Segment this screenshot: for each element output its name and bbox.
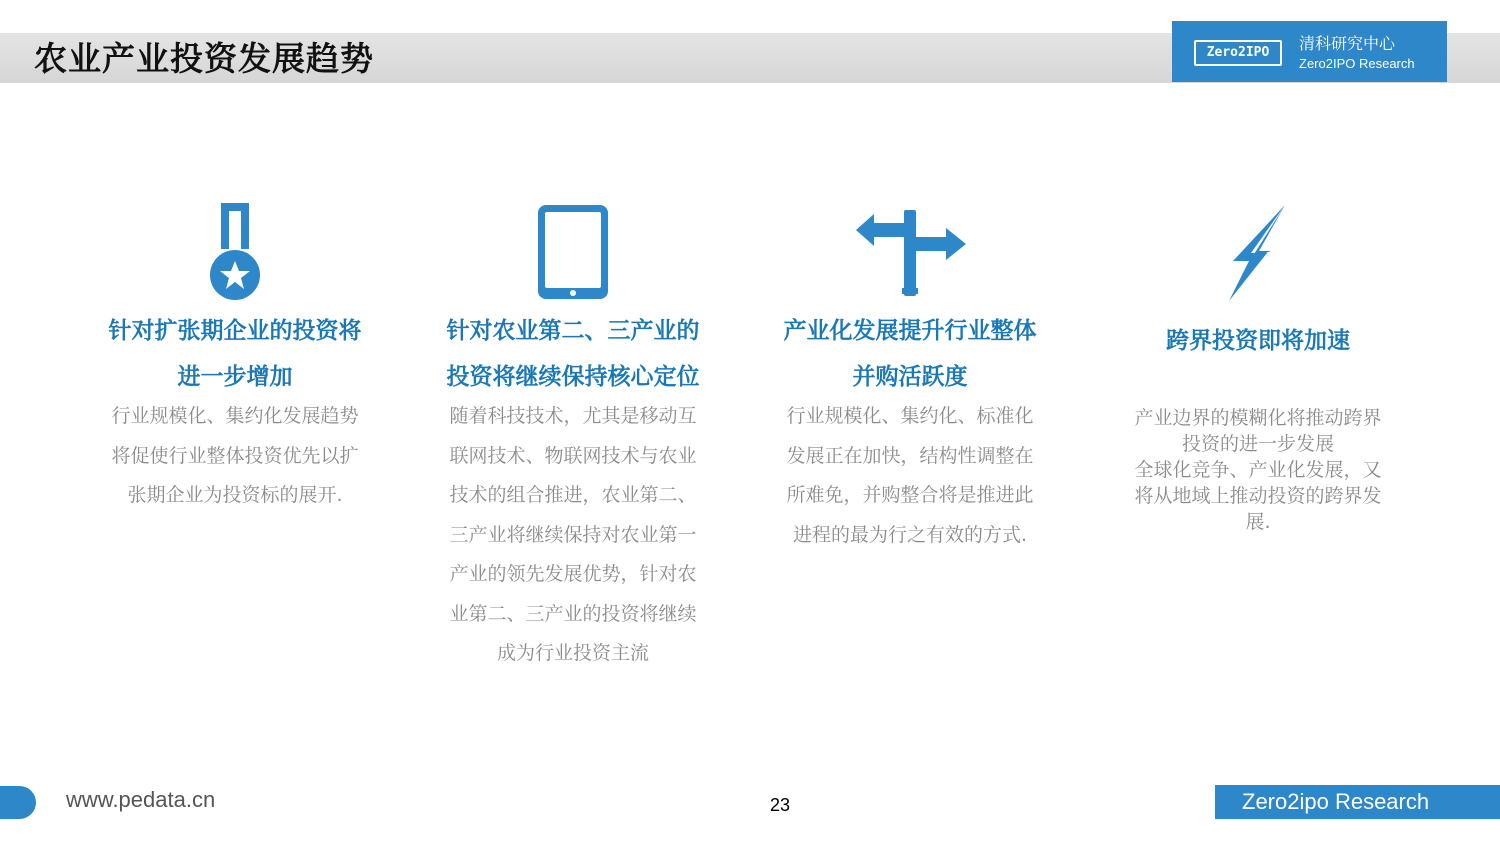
column-1-body: 行业规模化、集约化发展趋势 将促使行业整体投资优先以扩 张期企业为投资标的展开. [111, 405, 359, 506]
column-2-body: 随着科技技术，尤其是移动互 联网技术、物联网技术与农业 技术的组合推进，农业第二、 三产业将继续保持对农业第一 产业的领先发展优势，针对农 业第二、三产业的投资将继续 成为行业投资主流 [449, 405, 697, 664]
page-title: 农业产业投资发展趋势 [34, 39, 374, 78]
medal-icon [207, 203, 263, 301]
column-4-body: 产业边界的模糊化将推动跨界 投资的进一步发展 全球化竞争、产业化发展，又 将从地域上推动投资的跨界发 展. [1134, 407, 1382, 533]
page-number: 23 [769, 795, 791, 815]
column-3-heading: 产业化发展提升行业整体 并购活跃度 [783, 318, 1037, 390]
footer-website-link[interactable]: www.pedata.cn [66, 787, 216, 812]
logo-mark: Zero2IPO [1194, 40, 1282, 66]
lightning-icon [1225, 203, 1291, 303]
logo-name-en: Zero2IPO Research [1299, 56, 1415, 71]
footer-tab-decoration [0, 786, 36, 819]
zero2ipo-logo [1172, 21, 1447, 82]
signpost-icon [856, 208, 966, 296]
column-1-heading: 针对扩张期企业的投资将 进一步增加 [108, 318, 362, 390]
footer-brand: Zero2ipo Research [1215, 785, 1500, 819]
logo-name-cn: 清科研究中心 [1299, 34, 1396, 53]
column-4-heading: 跨界投资即将加速 [1166, 328, 1350, 354]
tablet-icon [536, 203, 610, 301]
column-2-heading: 针对农业第二、三产业的 投资将继续保持核心定位 [446, 318, 700, 390]
column-3-body: 行业规模化、集约化、标准化 发展正在加快，结构性调整在 所难免，并购整合将是推进此 进程的最为行之有效的方式. [786, 405, 1034, 546]
